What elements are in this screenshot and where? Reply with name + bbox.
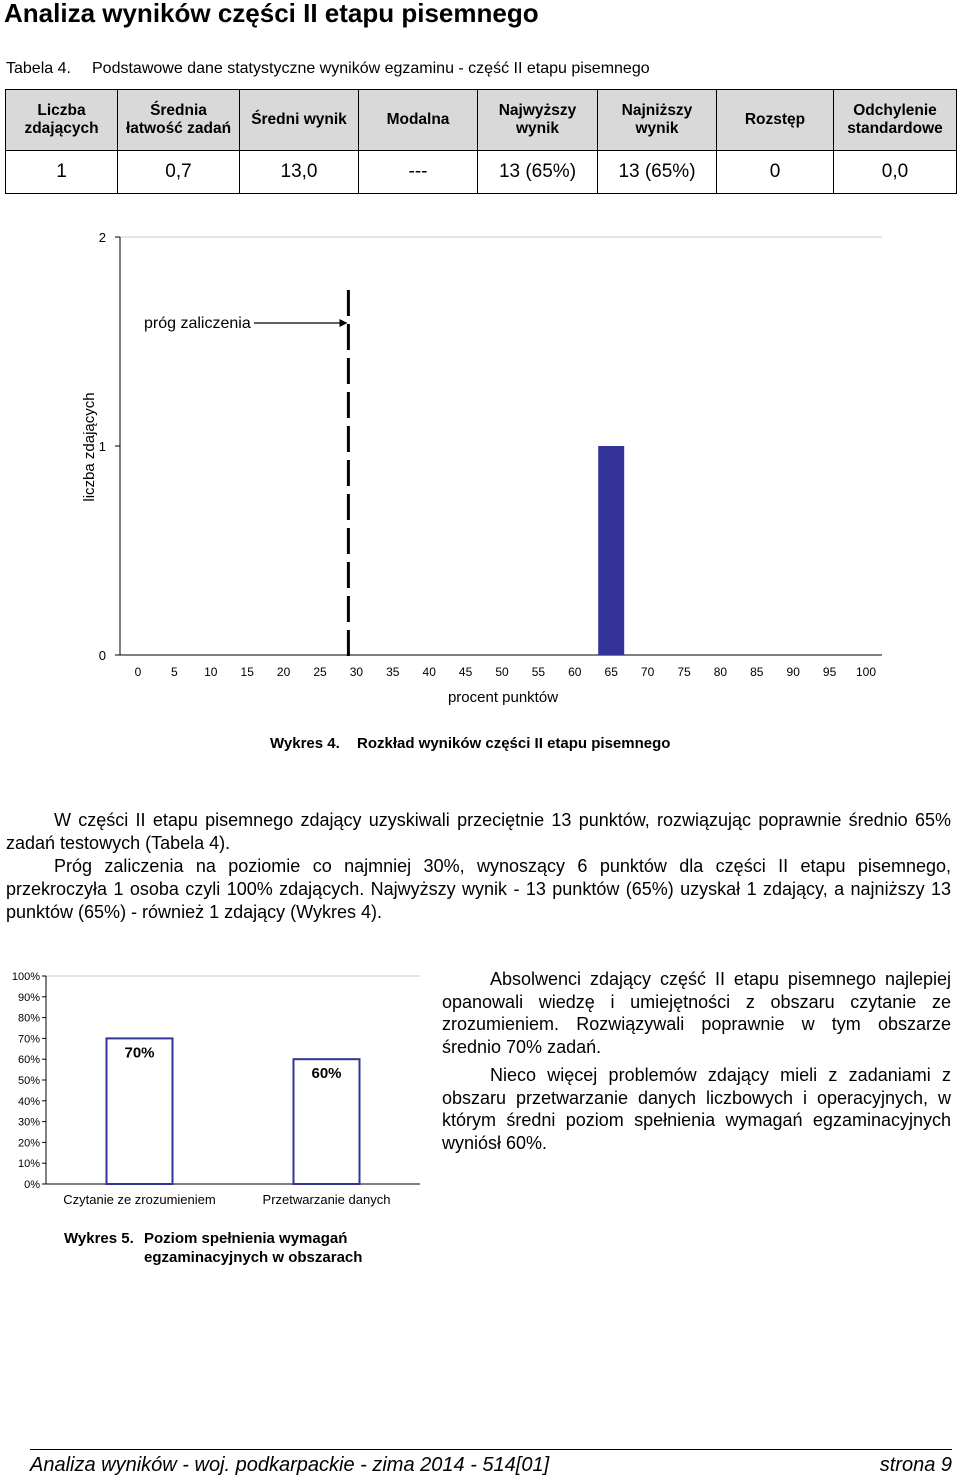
y-tick-label: 2 [98, 230, 106, 245]
cell-liczba-zdajacych: 1 [6, 151, 118, 194]
category-label: Przetwarzanie danych [262, 1192, 391, 1207]
x-tick-label: 80 [713, 665, 728, 679]
x-tick-label: 70 [640, 665, 655, 679]
x-tick-label: 65 [604, 665, 618, 679]
paragraph-block-1 [6, 809, 951, 924]
header-sredni-wynik: Średni wynik [240, 90, 359, 151]
x-tick-label: 90 [786, 665, 800, 679]
x-tick-label: 50 [495, 665, 509, 679]
side-paragraph-1: Absolwenci zdający część II etapu pisemnego najlepiej opanowali wiedzę i umiejętności z obszaru czytanie ze zrozumieniem. Rozwiązywali poprawnie w tym obszarze średnio 70% zadań. [442, 969, 951, 1057]
y-axis-label: liczba zdających [81, 392, 98, 502]
bar-data-label: 70% [124, 1044, 155, 1062]
x-tick-label: 60 [568, 665, 582, 679]
chart2-caption-line1: Poziom spełnienia wymagań [144, 1230, 348, 1247]
x-tick-label: 40 [422, 665, 436, 679]
header-odchylenie: Odchylenie standardowe [834, 90, 957, 151]
y-tick-label: 70% [17, 1033, 40, 1046]
header-modalna: Modalna [359, 90, 478, 151]
side-text-block [442, 968, 951, 1154]
y-tick-label: 60% [17, 1054, 40, 1067]
header-rozstep: Rozstęp [717, 90, 834, 151]
page-title: Analiza wyników części II etapu pisemnego [4, 0, 539, 28]
chart1-caption-label: Wykres 4. [270, 735, 340, 752]
bar-data-label: 60% [311, 1065, 342, 1083]
x-tick-label: 95 [822, 665, 837, 679]
x-tick-label: 45 [458, 665, 473, 679]
threshold-label: próg zaliczenia [144, 315, 251, 332]
paragraph-1: W części II etapu pisemnego zdający uzyskiwali przeciętnie 13 punktów, rozwiązując poprawnie średnio 65% zadań testowych (Tabela 4). [6, 810, 951, 853]
header-liczba-zdajacych: Liczba zdających [6, 90, 118, 151]
cell-srednia-latwosc: 0,7 [118, 151, 240, 194]
x-tick-label: 75 [677, 665, 691, 679]
x-tick-label: 10 [204, 665, 218, 679]
y-tick-label: 20% [17, 1137, 40, 1150]
x-tick-label: 5 [171, 665, 178, 679]
y-tick-label: 0 [98, 648, 106, 663]
areas-chart [0, 960, 440, 1270]
header-najwyzszy-wynik: Najwyższy wynik [478, 90, 598, 151]
cell-modalna: --- [359, 151, 478, 194]
x-tick-label: 25 [313, 665, 327, 679]
x-axis-label: procent punktów [447, 689, 559, 706]
y-tick-label: 100% [11, 971, 40, 983]
x-tick-label: 0 [134, 665, 142, 679]
footer-divider [30, 1449, 952, 1450]
x-tick-label: 20 [276, 665, 291, 679]
cell-najwyzszy-wynik: 13 (65%) [478, 151, 598, 194]
y-tick-label: 10% [17, 1158, 40, 1171]
header-najnizszy-wynik: Najniższy wynik [598, 90, 717, 151]
x-tick-label: 30 [349, 665, 364, 679]
x-tick-label: 35 [386, 665, 400, 679]
y-tick-label: 0% [24, 1179, 40, 1191]
cell-najnizszy-wynik: 13 (65%) [598, 151, 717, 194]
chart2-caption-label: Wykres 5. [64, 1230, 134, 1247]
chart2-caption-line2: egzaminacyjnych w obszarach [144, 1249, 363, 1266]
footer-page-number: strona 9 [879, 1454, 952, 1476]
y-tick-label: 90% [17, 991, 40, 1004]
y-tick-label: 1 [98, 439, 106, 454]
table-caption-label: Tabela 4. [6, 60, 71, 77]
category-label: Czytanie ze zrozumieniem [63, 1192, 216, 1207]
histogram-bar [598, 446, 624, 655]
cell-sredni-wynik: 13,0 [240, 151, 359, 194]
footer-title: Analiza wyników - woj. podkarpackie - zima 2014 - 514[01] [30, 1454, 550, 1476]
cell-odchylenie: 0,0 [834, 151, 957, 194]
x-tick-label: 55 [531, 665, 546, 679]
cell-rozstep: 0 [717, 151, 834, 194]
x-tick-label: 100 [855, 665, 877, 679]
y-tick-label: 80% [17, 1012, 40, 1025]
y-tick-label: 40% [17, 1095, 40, 1108]
side-paragraph-2: Nieco więcej problemów zdający mieli z zadaniami z obszaru przetwarzanie danych liczbowych i operacyjnych, w którym średni poziom spełnienia wymagań egzaminacyjnych wyniósł 60%. [442, 1065, 951, 1153]
table-caption-text: Podstawowe dane statystyczne wyników egzaminu - część II etapu pisemnego [92, 60, 650, 77]
y-tick-label: 50% [17, 1075, 40, 1087]
y-tick-label: 30% [17, 1116, 40, 1129]
header-srednia-latwosc: Średnia łatwość zadań [118, 90, 240, 151]
x-tick-label: 15 [240, 665, 254, 679]
paragraph-2: Próg zaliczenia na poziomie co najmniej 30%, wynoszący 6 punktów dla części II etapu pisemnego, przekroczyła 1 osoba czyli 100% zdających. Najwyższy wynik - 13 punktów (65%) uzyskał 1 zdający, a najniższy 13 punktów (65%) - również 1 zdający (Wykres 4). [6, 856, 951, 922]
x-tick-label: 85 [750, 665, 764, 679]
chart1-caption-text: Rozkład wyników części II etapu pisemnego [357, 735, 671, 752]
